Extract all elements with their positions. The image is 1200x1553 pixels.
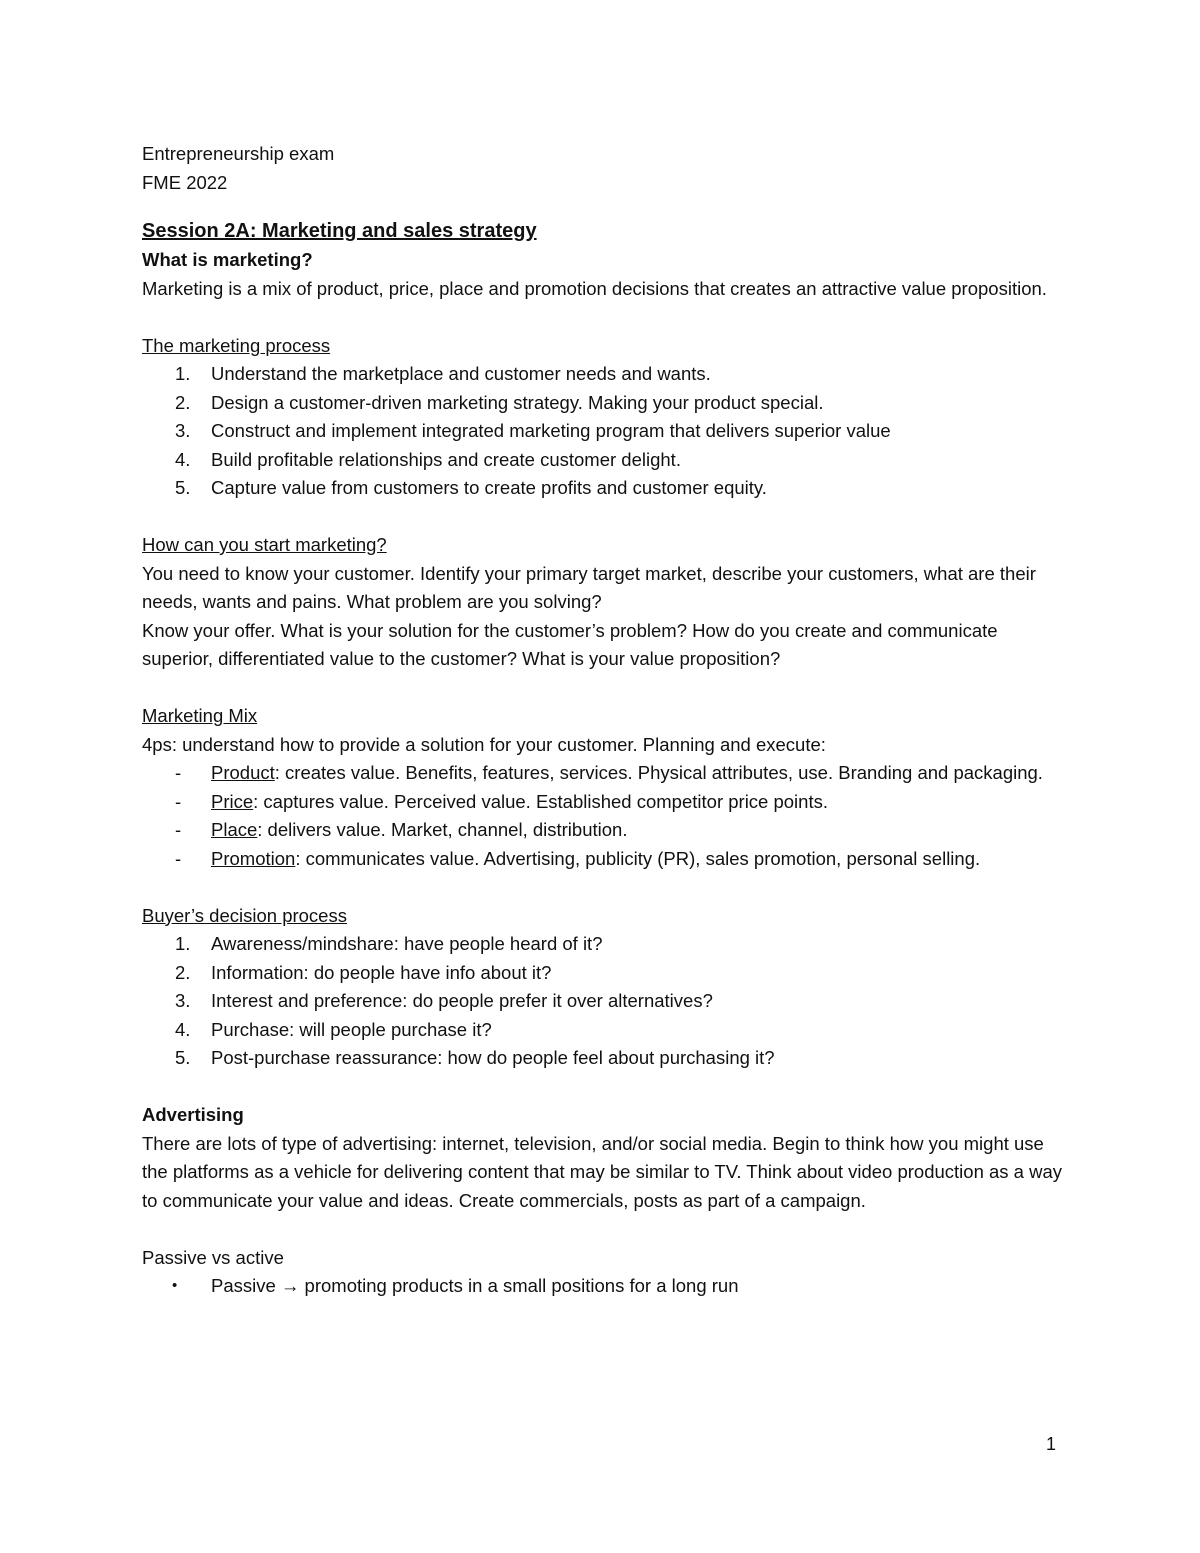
list-item: 1. Awareness/mindshare: have people heard of it? — [175, 933, 603, 954]
doc-title: Entrepreneurship exam — [142, 143, 335, 164]
list-item: - Place: delivers value. Market, channel, distribution. — [175, 819, 628, 840]
list-item: 4. Purchase: will people purchase it? — [175, 1018, 492, 1040]
marketing-process-heading: The marketing process — [142, 334, 331, 356]
list-item: • Passive → promoting products in a small positions for a long run — [142, 1272, 1062, 1301]
advertising-text: There are lots of type of advertising: internet, television, and/or social media. Begin to think how you might use the platforms as a vehicle for delivering content that may be similar to TV. Think about video production as a way to communicate your value and ideas. Create commercials, posts as part of a campaign. — [142, 1132, 1063, 1211]
list-item: 5. Capture value from customers to create profits and customer equity. — [175, 477, 767, 498]
what-is-marketing-heading: What is marketing? — [142, 249, 313, 270]
marketing-mix-heading: Marketing Mix — [142, 705, 258, 726]
passive-active-heading: Passive vs active — [142, 1246, 284, 1268]
session-heading: Session 2A: Marketing and sales strategy — [142, 220, 537, 242]
marketing-mix-intro: 4ps: understand how to provide a solution for your customer. Planning and execute: — [142, 733, 826, 755]
list-item: 2. Design a customer-driven marketing strategy. Making your product special. — [175, 391, 824, 413]
what-is-marketing-text: Marketing is a mix of product, price, place and promotion decisions that creates an attractive value proposition. — [142, 277, 1047, 299]
start-marketing-para2: Know your offer. What is your solution for the customer’s problem? How do you create and communicate superior, differentiated value to the customer? What is your value proposition? — [142, 619, 998, 669]
advertising-heading: Advertising — [142, 1104, 244, 1125]
marketing-mix-list — [142, 759, 1062, 873]
list-item: - Promotion: communicates value. Advertising, publicity (PR), sales promotion, personal selling. — [175, 847, 981, 869]
buyer-process-heading: Buyer’s decision process — [142, 904, 347, 926]
list-item: 3. Construct and implement integrated marketing program that delivers superior value — [175, 420, 891, 441]
list-item: 4. Build profitable relationships and create customer delight. — [175, 448, 681, 470]
list-item: - Price: captures value. Perceived value. Established competitor price points. — [175, 790, 828, 812]
marketing-process-list — [142, 360, 1062, 503]
start-marketing-heading: How can you start marketing? — [142, 534, 387, 555]
list-item: 3. Interest and preference: do people prefer it over alternatives? — [175, 990, 713, 1011]
bullet-icon: • — [172, 1277, 178, 1294]
list-item: 1. Understand the marketplace and customer needs and wants. — [175, 363, 711, 384]
list-item: 5. Post-purchase reassurance: how do people feel about purchasing it? — [175, 1047, 775, 1068]
buyer-process-list — [142, 930, 1062, 1073]
document-page — [142, 140, 1062, 1301]
page-number: 1 — [1046, 1434, 1057, 1454]
doc-subtitle: FME 2022 — [142, 171, 228, 193]
start-marketing-para1: You need to know your customer. Identify your primary target market, describe your customers, what are their needs, wants and pains. What problem are you solving? — [142, 562, 1036, 612]
list-item: - Product: creates value. Benefits, features, services. Physical attributes, use. Branding and packaging. — [175, 762, 1043, 783]
passive-active-list — [142, 1272, 1062, 1301]
list-item: 2. Information: do people have info about it? — [175, 961, 552, 983]
